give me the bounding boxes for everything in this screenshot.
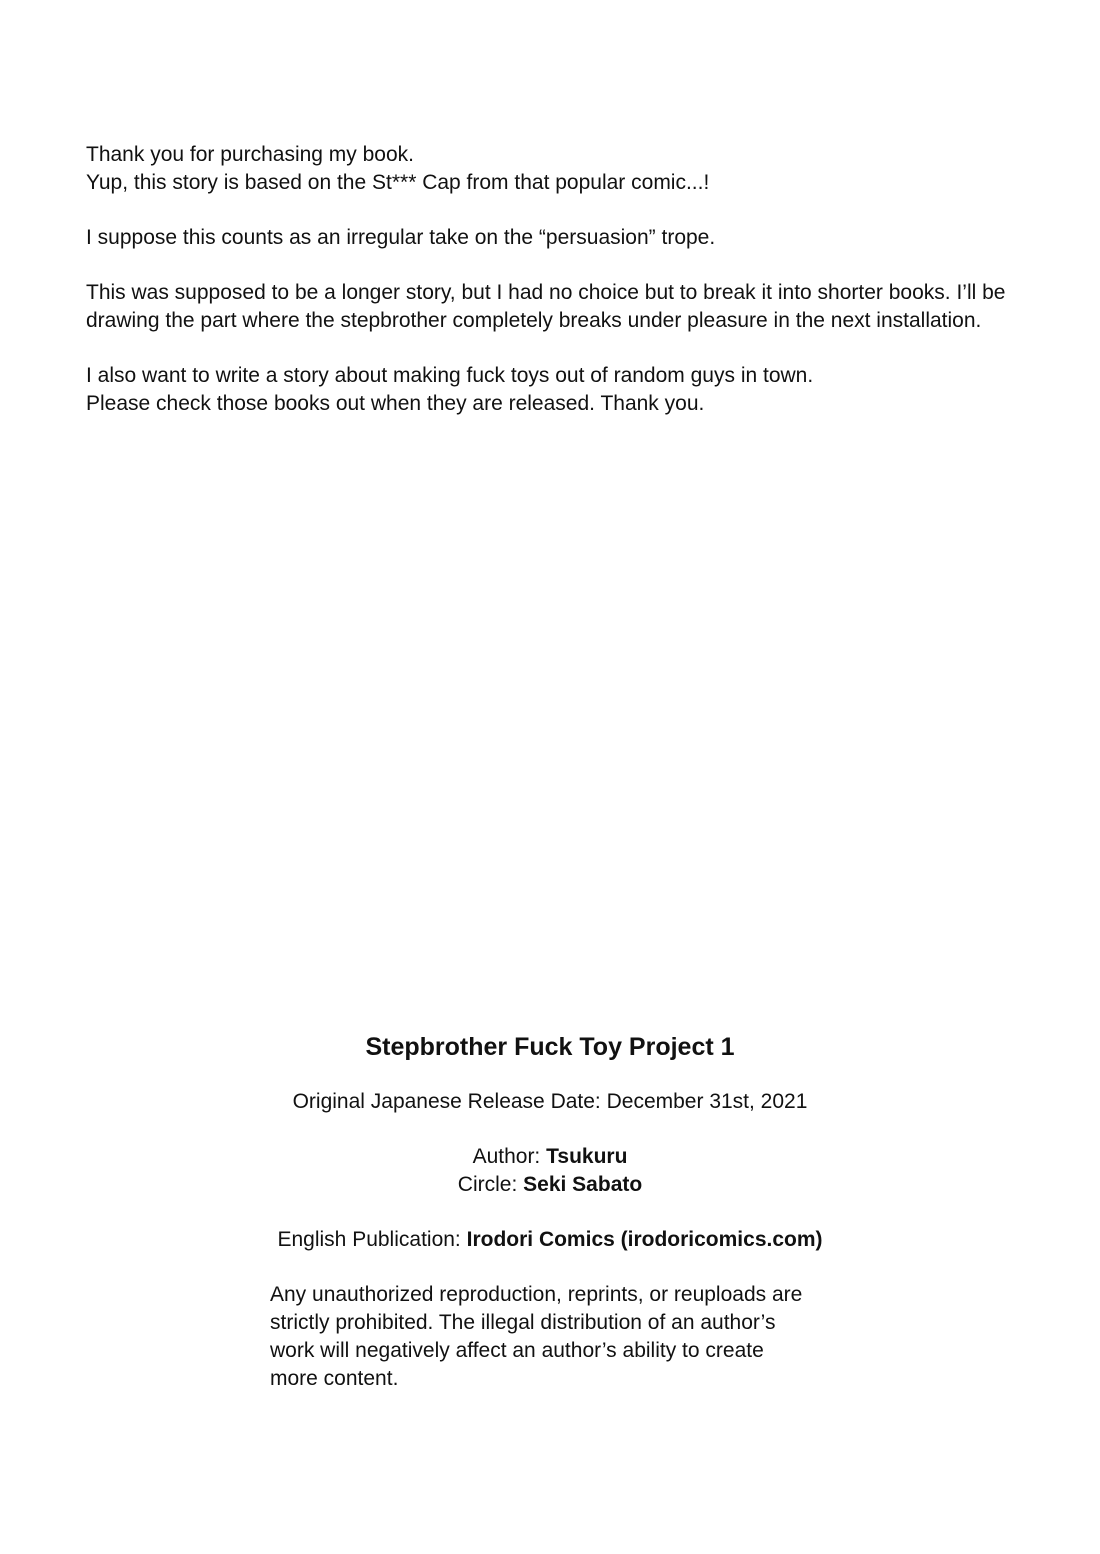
afterword-paragraph-3 xyxy=(86,279,1046,335)
afterword-paragraph-4 xyxy=(86,362,1046,418)
afterword-line: This was supposed to be a longer story, but I had no choice but to break it into shorter books. I’ll be xyxy=(86,281,1006,304)
circle-row xyxy=(0,1171,1100,1199)
credits xyxy=(0,1143,1100,1199)
notice-line: strictly prohibited. The illegal distribution of an author’s xyxy=(270,1311,776,1334)
publication-label: English Publication: xyxy=(277,1228,461,1251)
afterword-line: I suppose this counts as an irregular take on the “persuasion” trope. xyxy=(86,226,716,249)
publication-value: Irodori Comics (irodoricomics.com) xyxy=(466,1228,823,1251)
author-row xyxy=(0,1143,1100,1171)
author-label: Author: xyxy=(472,1145,541,1168)
circle-name: Seki Sabato xyxy=(523,1173,643,1196)
afterword-line: Thank you for purchasing my book. xyxy=(86,143,415,166)
copyright-notice xyxy=(270,1281,830,1393)
book-title: Stepbrother Fuck Toy Project 1 xyxy=(365,1033,735,1061)
release-date-label: Original Japanese Release Date: xyxy=(292,1090,601,1113)
colophon xyxy=(0,1030,1100,1393)
circle-label: Circle: xyxy=(457,1173,518,1196)
author-name: Tsukuru xyxy=(546,1145,628,1168)
afterword-paragraph-2 xyxy=(86,224,1046,252)
notice-line: work will negatively affect an author’s ability to create xyxy=(270,1339,764,1362)
afterword-line: I also want to write a story about making fuck toys out of random guys in town. xyxy=(86,364,814,387)
notice-line: Any unauthorized reproduction, reprints, or reuploads are xyxy=(270,1283,803,1306)
notice-line: more content. xyxy=(270,1367,399,1390)
afterword-line: Yup, this story is based on the St*** Cap from that popular comic...! xyxy=(86,171,710,194)
afterword xyxy=(86,141,1046,445)
afterword-paragraph-1 xyxy=(86,141,1046,197)
release-date xyxy=(0,1088,1100,1116)
release-date-value: December 31st, 2021 xyxy=(606,1090,808,1113)
afterword-line: Please check those books out when they are released. Thank you. xyxy=(86,392,705,415)
english-publication xyxy=(0,1226,1100,1254)
afterword-line: drawing the part where the stepbrother completely breaks under pleasure in the next installation. xyxy=(86,309,982,332)
